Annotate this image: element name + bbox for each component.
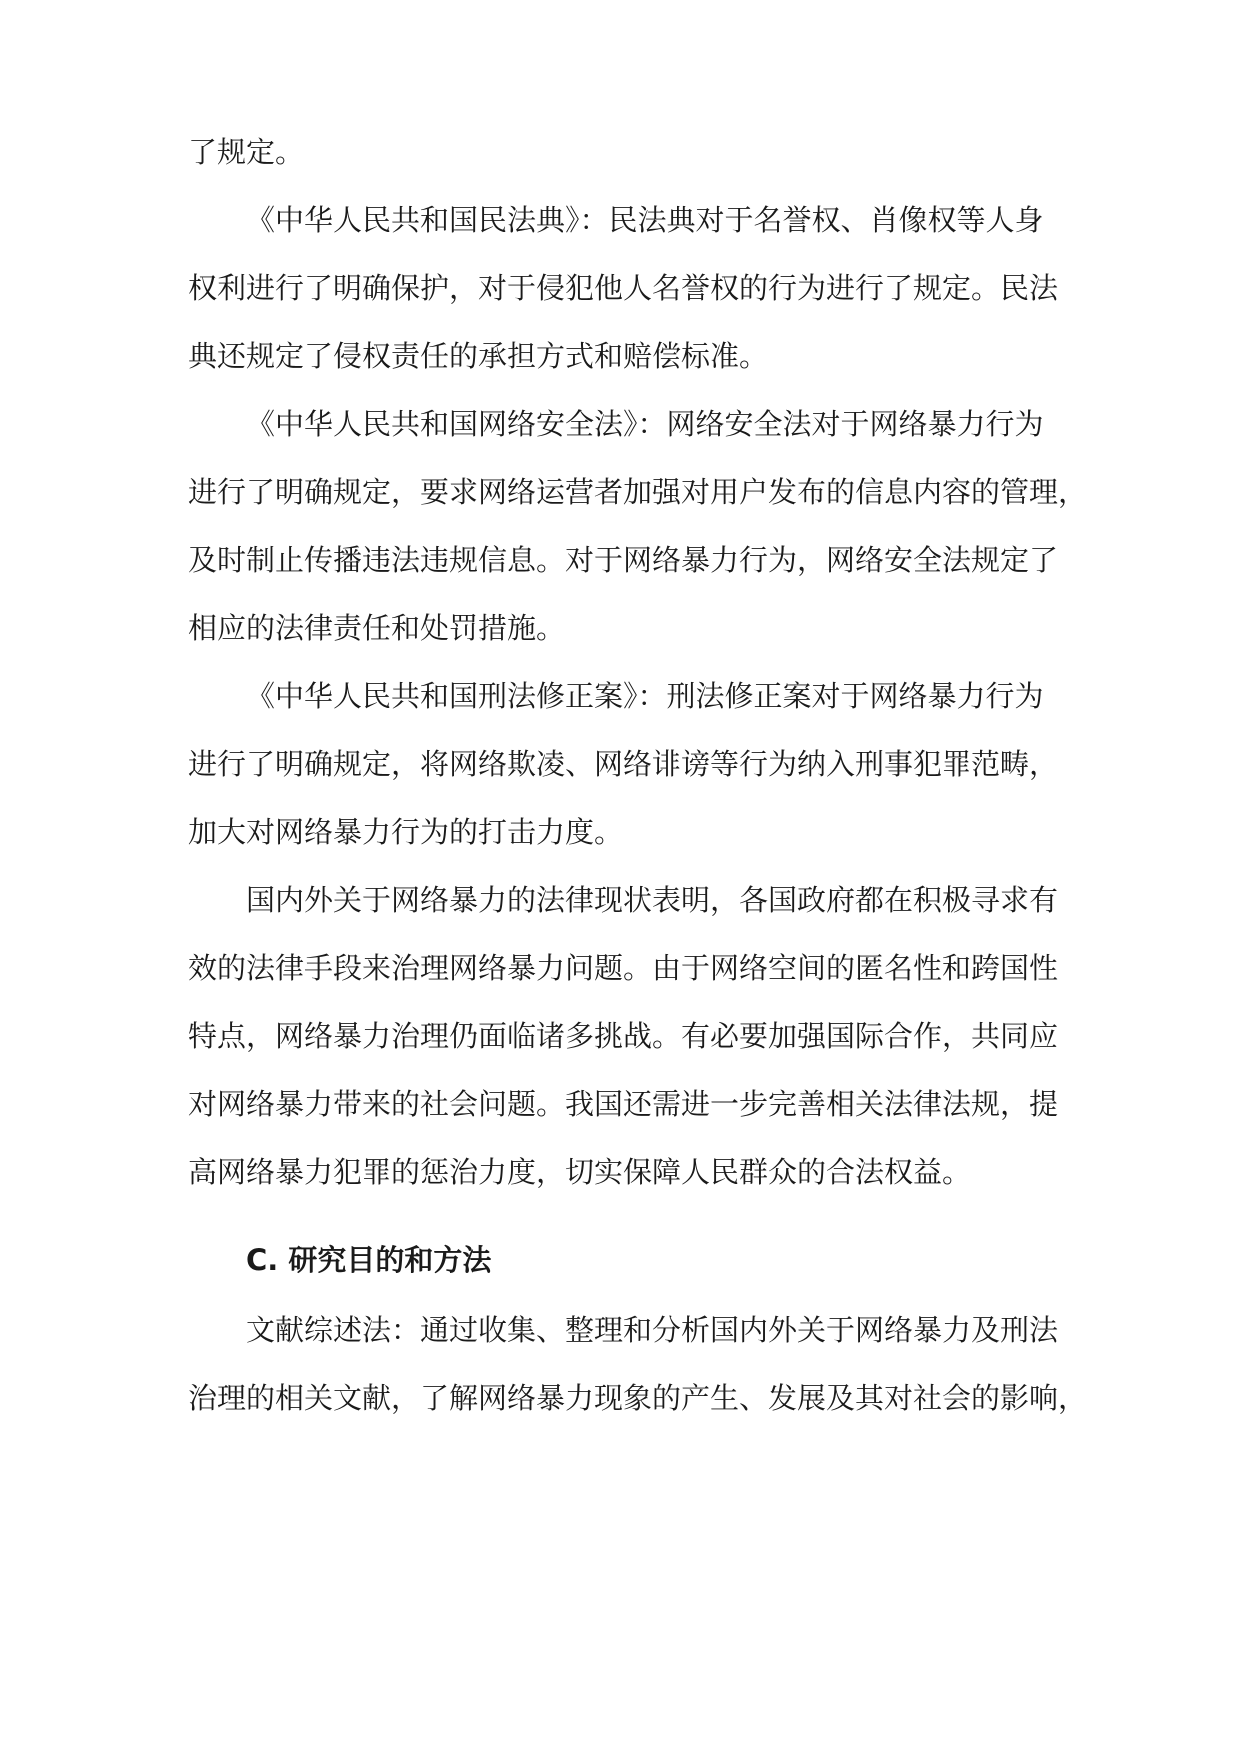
- text-line: 特点，网络暴力治理仍面临诸多挑战。有必要加强国际合作，共同应: [188, 1019, 1059, 1053]
- text-line: 效的法律手段来治理网络暴力问题。由于网络空间的匿名性和跨国性: [188, 951, 1059, 985]
- text-line: 《中华人民共和国民法典》：民法典对于名誉权、肖像权等人身: [246, 203, 1044, 237]
- text-line: 对网络暴力带来的社会问题。我国还需进一步完善相关法律法规，提: [188, 1087, 1059, 1121]
- text-line: 治理的相关文献，了解网络暴力现象的产生、发展及其对社会的影响，: [188, 1381, 1088, 1415]
- text-line: 《中华人民共和国刑法修正案》：刑法修正案对于网络暴力行为: [246, 679, 1044, 713]
- section-heading: C. 研究目的和方法: [246, 1243, 492, 1277]
- text-line: 相应的法律责任和处罚措施。: [188, 611, 566, 645]
- text-line: 加大对网络暴力行为的打击力度。: [188, 815, 624, 849]
- text-line: 权利进行了明确保护，对于侵犯他人名誉权的行为进行了规定。民法: [188, 271, 1059, 305]
- text-line: 高网络暴力犯罪的惩治力度，切实保障人民群众的合法权益。: [188, 1155, 972, 1189]
- text-line: 进行了明确规定，将网络欺凌、网络诽谤等行为纳入刑事犯罪范畴，: [188, 747, 1059, 781]
- text-line: 及时制止传播违法违规信息。对于网络暴力行为，网络安全法规定了: [188, 543, 1059, 577]
- text-line: 《中华人民共和国网络安全法》：网络安全法对于网络暴力行为: [246, 407, 1044, 441]
- text-line: 国内外关于网络暴力的法律现状表明，各国政府都在积极寻求有: [246, 883, 1059, 917]
- text-line: 了规定。: [188, 135, 305, 169]
- text-line: 典还规定了侵权责任的承担方式和赔偿标准。: [188, 339, 769, 373]
- text-line: 进行了明确规定，要求网络运营者加强对用户发布的信息内容的管理，: [188, 475, 1088, 509]
- text-line: 文献综述法：通过收集、整理和分析国内外关于网络暴力及刑法: [246, 1313, 1059, 1347]
